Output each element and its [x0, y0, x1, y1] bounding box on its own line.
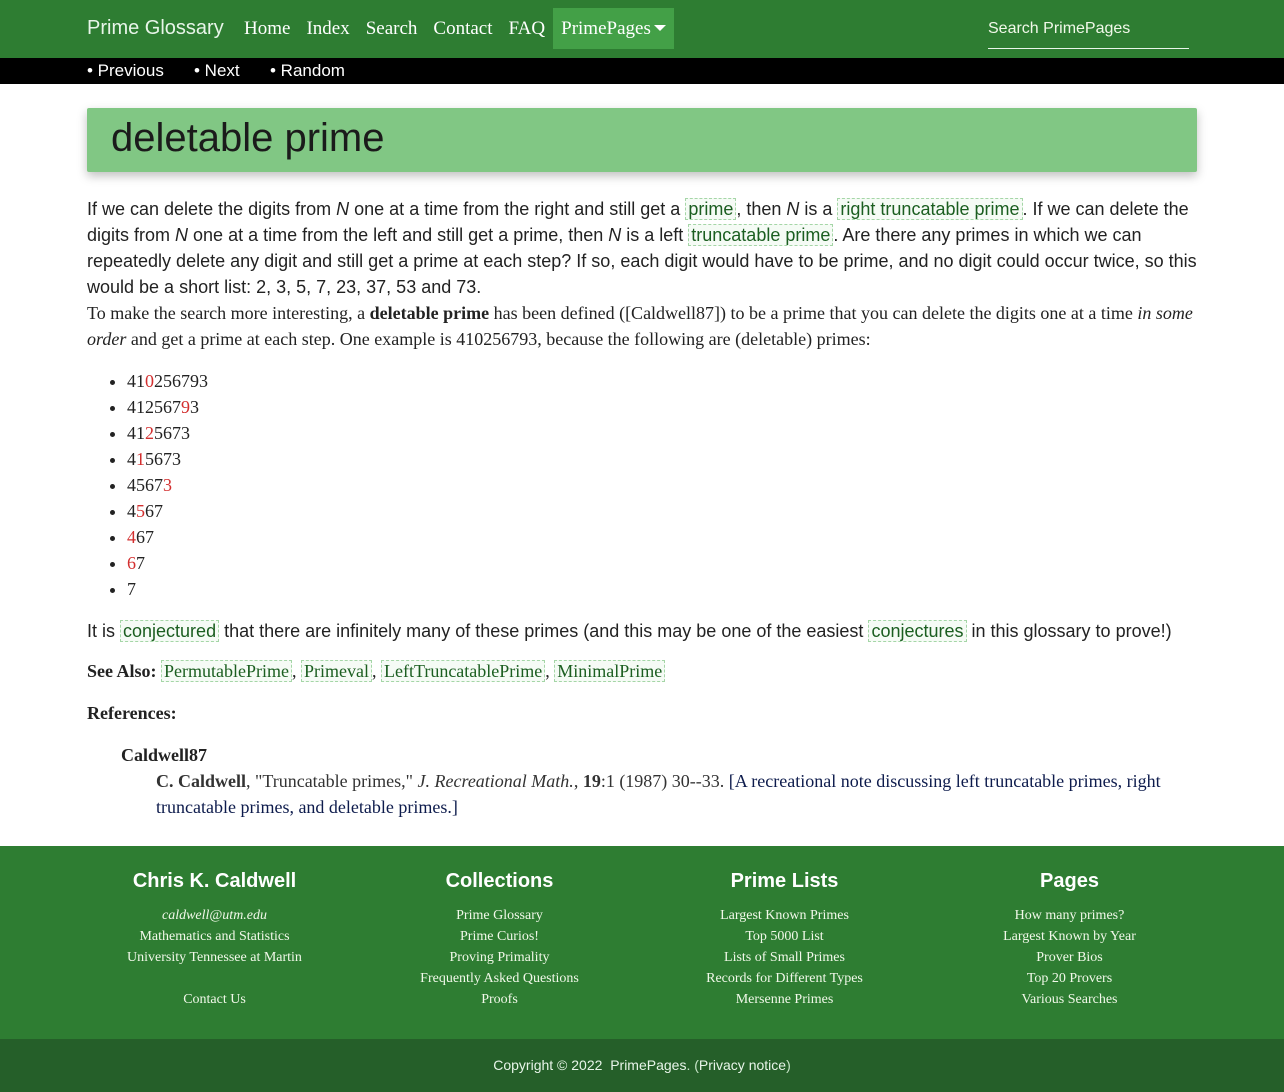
conjecture-text: that there are infinitely many of these primes (and this may be one of the easiest: [219, 621, 869, 641]
footer-link[interactable]: Proving Primality: [449, 950, 550, 965]
brand-link[interactable]: Prime Glossary: [87, 17, 224, 39]
footer-heading: Chris K. Caldwell: [132, 870, 297, 892]
reference-key: Caldwell87: [121, 745, 208, 765]
list-item: [127, 394, 1197, 420]
footer-spacer: [72, 968, 357, 989]
digits: 3: [190, 397, 199, 417]
see-also-label: See Also:: [87, 661, 157, 681]
caret-down-icon: [654, 25, 666, 31]
title-card: [87, 108, 1197, 172]
list-item: [127, 576, 1197, 602]
deleted-digit: 1: [136, 449, 145, 469]
footer-col-author: [72, 870, 357, 1010]
digits: 4567: [127, 475, 163, 495]
deletion-sequence: [127, 368, 1197, 602]
list-item: [127, 368, 1197, 394]
footer-link[interactable]: Largest Known Primes: [720, 908, 849, 923]
deleted-digit: 9: [181, 397, 190, 417]
nav-faq[interactable]: FAQ: [508, 18, 546, 39]
digits: 412567: [127, 397, 181, 417]
deleted-digit: 0: [145, 371, 154, 391]
deleted-digit: 5: [136, 501, 145, 521]
nav-contact[interactable]: Contact: [433, 18, 493, 39]
prime-link[interactable]: prime: [685, 198, 736, 220]
references-heading: References:: [87, 703, 177, 723]
footer-heading: Prime Lists: [730, 870, 839, 892]
see-also-link[interactable]: LeftTruncatablePrime: [381, 660, 545, 682]
copyright-bar: [0, 1039, 1284, 1092]
definition-paragraph: [87, 300, 1197, 352]
list-item: [127, 446, 1197, 472]
intro-text: . If we can delete the digits from: [87, 199, 1189, 245]
intro-text: is a: [799, 199, 838, 219]
defined-term: deletable prime: [369, 303, 490, 323]
definition-text: and get a prime at each step. One example is 410256793, because the following are (deletable) primes:: [126, 329, 871, 349]
nav-primepages-dropdown[interactable]: [553, 8, 674, 49]
list-item: [127, 498, 1197, 524]
footer-link[interactable]: How many primes?: [1014, 908, 1125, 923]
privacy-notice-link[interactable]: Privacy notice: [698, 1057, 787, 1073]
deleted-digit: 4: [127, 527, 136, 547]
list-item: [127, 524, 1197, 550]
nav-links: [236, 8, 674, 49]
top-navbar: [0, 0, 1284, 58]
ref-sep: ,: [573, 771, 583, 791]
ref-title: , "Truncatable primes,": [246, 771, 418, 791]
intro-text: , then: [736, 199, 787, 219]
footer-link[interactable]: Largest Known by Year: [1003, 929, 1136, 944]
digits: 41: [127, 371, 145, 391]
digits: 41: [127, 423, 145, 443]
definition-text: To make the search more interesting, a: [87, 303, 370, 323]
footer-heading: Pages: [1040, 870, 1099, 892]
footer-col-prime-lists: [642, 870, 927, 1010]
intro-text: one at a time from the left and still get a prime, then: [188, 225, 609, 245]
previous-link[interactable]: • Previous: [87, 61, 164, 80]
see-also-link[interactable]: Primeval: [301, 660, 372, 682]
deleted-digit: 6: [127, 553, 136, 573]
intro-text: one at a time from the right and still get a: [349, 199, 686, 219]
see-also-link[interactable]: PermutablePrime: [161, 660, 292, 682]
var-n: N: [786, 199, 800, 219]
conjecture-text: It is: [87, 621, 121, 641]
main-content: [87, 196, 1197, 820]
conjecture-paragraph: [87, 618, 1197, 644]
nav-index[interactable]: Index: [306, 18, 350, 39]
reference-entry: [156, 768, 1197, 820]
footer-link[interactable]: Lists of Small Primes: [724, 950, 845, 965]
deleted-digit: 2: [145, 423, 154, 443]
var-n: N: [336, 199, 350, 219]
list-item: [127, 550, 1197, 576]
search-input[interactable]: [988, 16, 1189, 49]
footer-col-pages: [927, 870, 1212, 1010]
footer-link[interactable]: Proofs: [481, 992, 518, 1007]
ref-journal: J. Recreational Math.: [417, 771, 574, 791]
digits: 7: [127, 579, 136, 599]
digits: 256793: [154, 371, 208, 391]
list-item: [127, 420, 1197, 446]
footer-heading: Collections: [445, 870, 554, 892]
footer-link[interactable]: Prover Bios: [1036, 950, 1103, 965]
email-link[interactable]: caldwell@utm.edu: [161, 908, 268, 923]
site-link[interactable]: PrimePages: [610, 1057, 687, 1073]
deleted-digit: 3: [163, 475, 172, 495]
ref-note: [A recreational note discussing left truncatable primes, right truncatable primes, and deletable primes.]: [156, 771, 1161, 817]
nav-search[interactable]: Search: [365, 18, 418, 39]
see-also: See Also: PermutablePrime , Primeval , LeftTruncatablePrime , MinimalPrime: [87, 658, 1197, 684]
nav-home[interactable]: Home: [244, 18, 291, 39]
definition-text: has been defined ([Caldwell87]) to be a prime that you can delete the digits one at a time: [489, 303, 1138, 323]
intro-text: . Are there any primes in which we can repeatedly delete any digit and still get a prime at each step? If so, each digit would have to be prime, and no digit could occur twice, so this would be a short list: 2, 3, 5, 7, 23, 37, 53 and 73.: [87, 225, 1197, 297]
footer: [0, 846, 1284, 1039]
footer-text: Mathematics and Statistics: [139, 929, 290, 944]
ref-author: C. Caldwell: [156, 771, 246, 791]
contact-us-link[interactable]: Contact Us: [183, 992, 246, 1007]
var-n: N: [608, 225, 622, 245]
privacy-paren: ): [786, 1057, 791, 1073]
footer-link[interactable]: Prime Glossary: [456, 908, 543, 923]
digits: 67: [145, 501, 163, 521]
intro-text: If we can delete the digits from: [87, 199, 337, 219]
sub-navbar: [0, 58, 1284, 84]
intro-text: is a left: [621, 225, 689, 245]
intro-paragraph: [87, 196, 1197, 300]
footer-link[interactable]: Top 5000 List: [745, 929, 824, 944]
digits: 67: [136, 527, 154, 547]
footer-link[interactable]: Frequently Asked Questions: [420, 971, 579, 986]
list-item: [127, 472, 1197, 498]
conjectured-link[interactable]: conjectured: [120, 620, 219, 642]
emphasis-text: in some order: [87, 303, 1193, 349]
next-link[interactable]: • Next: [194, 61, 240, 80]
digits: 4: [127, 449, 136, 469]
footer-col-collections: [357, 870, 642, 1010]
random-link[interactable]: • Random: [270, 61, 345, 80]
truncatable-prime-link[interactable]: truncatable prime: [688, 224, 833, 246]
digits: 7: [136, 553, 145, 573]
footer-link[interactable]: Various Searches: [1021, 992, 1118, 1007]
footer-link[interactable]: Mersenne Primes: [735, 992, 834, 1007]
right-truncatable-prime-link[interactable]: right truncatable prime: [837, 198, 1022, 220]
digits: 5673: [154, 423, 190, 443]
var-n: N: [175, 225, 189, 245]
page-title: deletable prime: [111, 116, 385, 160]
ref-pages: :1 (1987) 30--33.: [600, 771, 729, 791]
conjectures-link[interactable]: conjectures: [868, 620, 966, 642]
digits: 5673: [145, 449, 181, 469]
digits: 4: [127, 501, 136, 521]
see-also-link[interactable]: MinimalPrime: [554, 660, 665, 682]
dropdown-label: PrimePages: [561, 18, 651, 39]
footer-link[interactable]: Records for Different Types: [706, 971, 863, 986]
footer-text: University Tennessee at Martin: [127, 950, 302, 965]
privacy-paren: . (: [686, 1057, 699, 1073]
ref-volume: 19: [582, 771, 601, 791]
footer-link[interactable]: Prime Curios!: [460, 929, 539, 944]
conjecture-text: in this glossary to prove!): [966, 621, 1172, 641]
footer-link[interactable]: Top 20 Provers: [1026, 971, 1113, 986]
copyright-text: Copyright © 2022: [493, 1057, 603, 1073]
